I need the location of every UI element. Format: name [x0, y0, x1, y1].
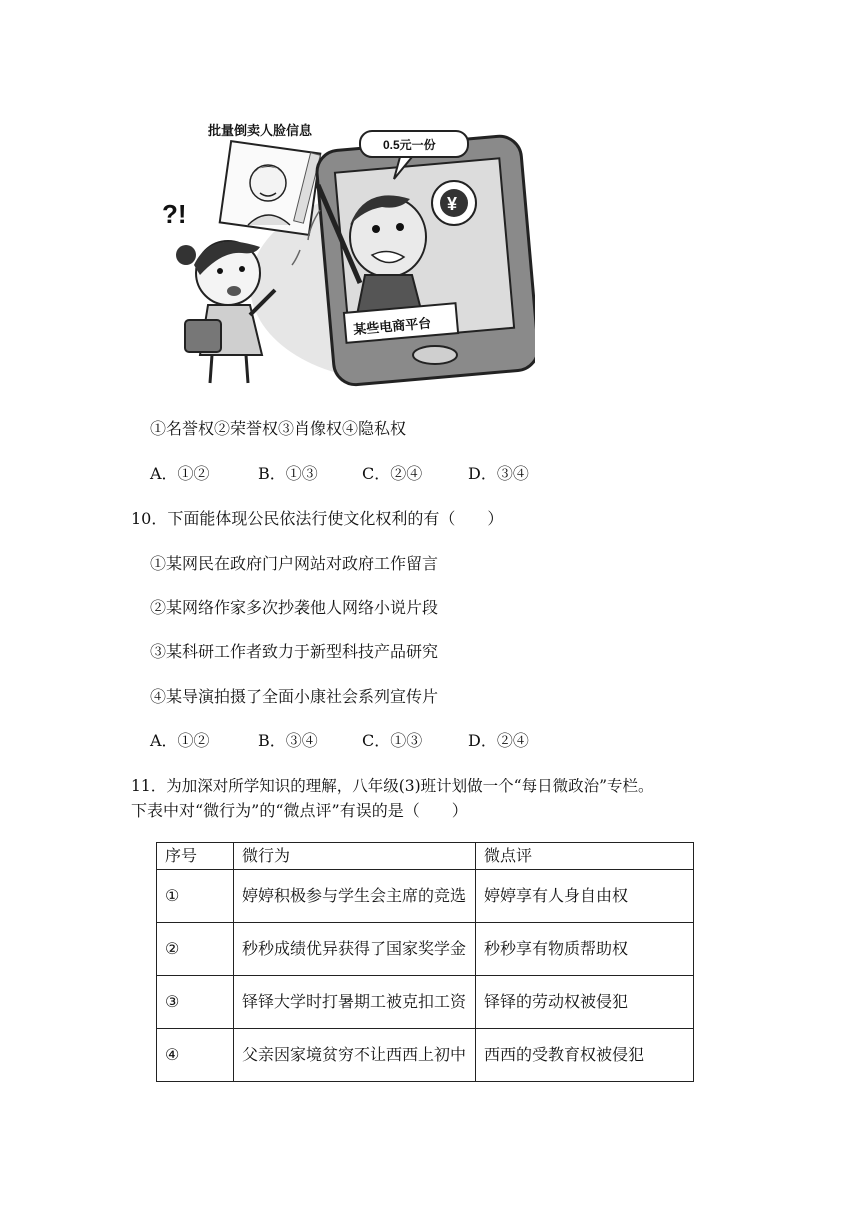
row-comment: 秒秒享有物质帮助权	[476, 923, 694, 976]
face-photo-card	[220, 141, 321, 235]
row-index: ①	[157, 870, 234, 923]
q9-choice-a[interactable]: A．①②	[150, 464, 210, 483]
row-comment: 婷婷享有人身自由权	[476, 870, 694, 923]
q9-choice-d[interactable]: D．③④	[468, 464, 529, 483]
q9-choice-b[interactable]: B．①③	[258, 464, 318, 483]
header-comment: 微点评	[476, 843, 694, 870]
table-header-row	[157, 843, 694, 870]
row-action: 秒秒成绩优异获得了国家奖学金	[234, 923, 476, 976]
caption-text: 批量倒卖人脸信息	[208, 123, 313, 138]
q10-item-3: ③某科研工作者致力于新型科技产品研究	[150, 642, 439, 661]
yen-icon: ¥	[447, 194, 458, 214]
yen-thought-bubble	[432, 181, 476, 225]
q10-item-2: ②某网络作家多次抄袭他人网络小说片段	[150, 598, 439, 617]
q11-stem-line-2: 下表中对“微行为”的“微点评”有误的是（ ）	[131, 801, 468, 820]
row-comment: 西西的受教育权被侵犯	[476, 1029, 694, 1082]
table-row	[157, 870, 694, 923]
header-action: 微行为	[234, 843, 476, 870]
exclaim-marks: ?!	[162, 199, 187, 229]
table-row	[157, 1029, 694, 1082]
q10-item-4: ④某导演拍摄了全面小康社会系列宣传片	[150, 687, 439, 706]
row-comment: 铎铎的劳动权被侵犯	[476, 976, 694, 1029]
q10-choice-b[interactable]: B．③④	[258, 731, 318, 750]
phone-label-text: 某些电商平台	[352, 315, 432, 338]
row-index: ②	[157, 923, 234, 976]
q10-choice-d[interactable]: D．②④	[468, 731, 529, 750]
q9-choice-c[interactable]: C．②④	[362, 464, 423, 483]
table-row	[157, 923, 694, 976]
q10-choice-c[interactable]: C．①③	[362, 731, 423, 750]
table-row	[157, 976, 694, 1029]
q11-table	[156, 842, 694, 1082]
q10-item-1: ①某网民在政府门户网站对政府工作留言	[150, 554, 439, 573]
q11-stem-line-1: 11．为加深对所学知识的理解，八年级(3)班计划做一个“每日微政治”专栏。	[131, 777, 654, 795]
q10-choice-a[interactable]: A．①②	[150, 731, 210, 750]
cartoon-illustration	[150, 115, 535, 390]
row-action: 铎铎大学时打暑期工被克扣工资	[234, 976, 476, 1029]
row-action: 父亲因家境贫穷不让西西上初中	[234, 1029, 476, 1082]
row-action: 婷婷积极参与学生会主席的竞选	[234, 870, 476, 923]
row-index: ③	[157, 976, 234, 1029]
header-index: 序号	[157, 843, 234, 870]
price-text: 0.5元一份	[383, 138, 436, 152]
q10-stem: 10．下面能体现公民依法行使文化权利的有（ ）	[131, 509, 504, 528]
q9-options-line: ①名誉权②荣誉权③肖像权④隐私权	[150, 419, 407, 438]
row-index: ④	[157, 1029, 234, 1082]
